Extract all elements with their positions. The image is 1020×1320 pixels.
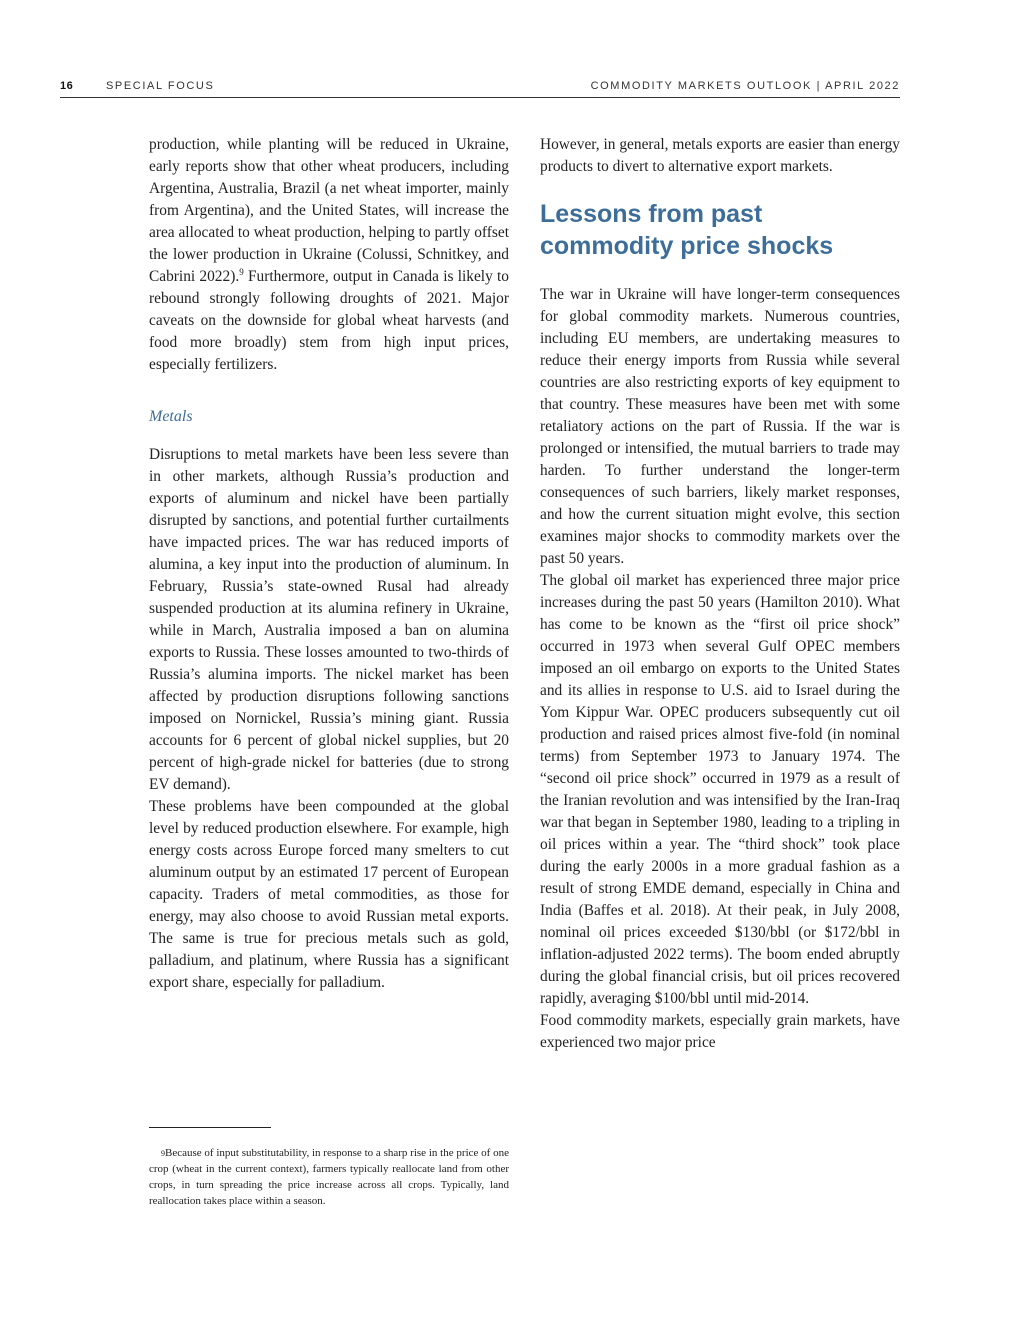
page-number: 16 xyxy=(60,80,74,92)
page-header xyxy=(60,79,900,98)
paragraph-compounded-problems: These problems have been compounded at the global level by reduced production elsewhere. For example, high energy costs across Europe forced many smelters to cut aluminum output by an estimated 17 percent of European capacity. Traders of metal commodities, as those for energy, may also choose to avoid Russian metal exports. The same is true for precious metals such as gold, palladium, and platinum, where Russia has a significant export share, especially for palladium. xyxy=(149,798,509,991)
paragraph-metals-exports: However, in general, metals exports are easier than energy products to divert to alternative export markets. xyxy=(540,136,900,175)
section-heading xyxy=(540,198,900,262)
metals-subheading: Metals xyxy=(149,408,193,425)
footnote-reference[interactable]: 9 xyxy=(239,266,244,277)
paragraph-wheat-continued: Furthermore, output in Canada is likely to rebound strongly following droughts of 2021. Major caveats on the downside for global wheat harvests (and food more broadly) stem from high input prices, especially fertilizers. xyxy=(149,268,509,373)
section-label: SPECIAL FOCUS xyxy=(106,80,215,92)
paragraph-war-consequences: The war in Ukraine will have longer-term consequences for global commodity markets. Numerous countries, including EU members, are undertaking measures to reduce their energy imports from Russia while several countries are also restricting exports of key equipment to that country. These measures have been met with some retaliatory actions on the part of Russia. If the war is prolonged or intensified, the mutual barriers to trade may harden. To further understand the longer-term consequences of such barriers, likely market responses, and how the current situation might evolve, this section examines major shocks to commodity markets over the past 50 years. xyxy=(540,286,900,567)
section-heading-line-1: Lessons from past xyxy=(540,200,763,228)
footnote-text: Because of input substitutability, in response to a sharp rise in the price of one crop (wheat in the current context), farmers typically reallocate land from other crops, in turn spreading the price increase across all crops. Typically, land reallocation takes place within a season. xyxy=(149,1147,509,1207)
footnote-mark: 9 xyxy=(161,1149,165,1158)
left-column xyxy=(149,134,509,994)
paragraph-metal-disruptions: Disruptions to metal markets have been less severe than in other markets, although Russia’s production and exports of aluminum and nickel have been partially disrupted by sanctions, and potential further curtailments have impacted prices. The war has reduced imports of alumina, a key input into the production of aluminum. In February, Russia’s state-owned Rusal had already suspended production at its alumina refinery in Ukraine, while in March, Australia imposed a ban on alumina exports to Russia. These losses amounted to two-thirds of Russia’s alumina imports. The nickel market has been affected by production disruptions following sanctions imposed on Nornickel, Russia’s mining giant. Russia accounts for 6 percent of global nickel supplies, but 20 percent of high-grade nickel for batteries (due to strong EV demand). xyxy=(149,446,509,793)
section-heading-line-2: commodity price shocks xyxy=(540,232,834,260)
paragraph-food-markets: Food commodity markets, especially grain markets, have experienced two major price xyxy=(540,1012,900,1051)
footnote-divider xyxy=(149,1127,271,1128)
publication-title: COMMODITY MARKETS OUTLOOK | APRIL 2022 xyxy=(590,80,900,92)
footnote xyxy=(149,1145,509,1209)
right-column xyxy=(540,134,900,1054)
paragraph-wheat xyxy=(149,134,509,376)
paragraph-oil-shocks: The global oil market has experienced three major price increases during the past 50 years (Hamilton 2010). What has come to be known as the “first oil price shock” occurred in 1973 when several Gulf OPEC members imposed an oil embargo on exports to the United States and its allies in response to U.S. aid to Israel during the Yom Kippur War. OPEC producers subsequently cut oil production and raised prices almost five-fold (in nominal terms) from September 1973 to January 1974. The “second oil price shock” occurred in 1979 as a result of the Iranian revolution and was intensified by the Iran-Iraq war that began in September 1980, leading to a tripling in oil prices within a year. The “third shock” took place during the early 2000s in a more gradual fashion as a result of strong EMDE demand, especially in China and India (Baffes et al. 2018). At their peak, in July 2008, nominal oil prices exceeded $130/bbl (or $172/bbl in inflation-adjusted 2022 terms). The boom ended abruptly during the global financial crisis, but oil prices recovered rapidly, averaging $100/bbl until mid-2014. xyxy=(540,572,900,1007)
paragraph-wheat-text: production, while planting will be reduced in Ukraine, early reports show that other wheat producers, including Argentina, Australia, Brazil (a net wheat importer, mainly from Argentina), and the United States, will increase the area allocated to wheat production, helping to partly offset the lower production in Ukraine (Colussi, Schnitkey, and Cabrini 2022). xyxy=(149,136,509,285)
